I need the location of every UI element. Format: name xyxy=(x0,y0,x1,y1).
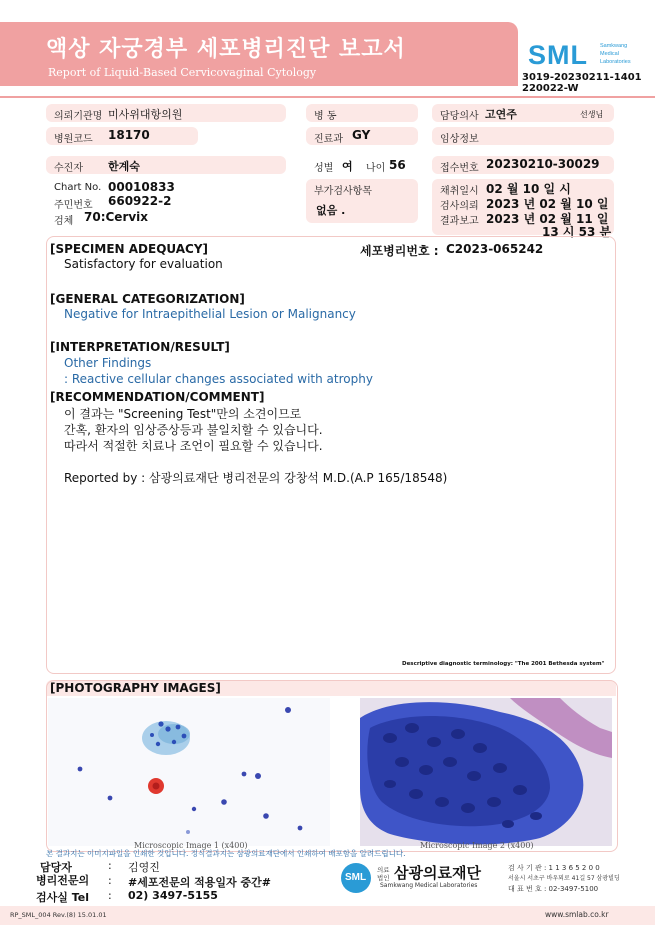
institution-label: 의뢰기관명 xyxy=(54,111,103,122)
cytology-no-value: C2023-065242 xyxy=(446,242,544,256)
terminology-note: Descriptive diagnostic terminology: "The 2001 Bethesda system" xyxy=(402,661,605,667)
recommendation-title: [RECOMMENDATION/COMMENT] xyxy=(50,390,265,404)
doctor-suffix: 선생님 xyxy=(580,110,604,119)
cytology-no-label: 세포병리번호 : xyxy=(360,244,439,258)
interpretation-line-1: Other Findings xyxy=(64,356,152,370)
receipt-label: 접수번호 xyxy=(440,163,479,174)
print-notice: 본 결과지는 이미지파일을 인쇄한 것입니다. 정식결과지는 삼광의료재단에서 인쇄하여 배포함을 알려드립니다. xyxy=(46,849,406,858)
logo-sub-line: Laboratories xyxy=(600,59,631,65)
chart-no-label: Chart No. xyxy=(54,182,102,193)
microscopic-image-1-graphic xyxy=(48,698,330,846)
sml-logo-text: SML xyxy=(528,40,588,70)
website-link[interactable]: www.smlab.co.kr xyxy=(545,910,609,919)
microscopic-image-2-graphic xyxy=(360,698,612,846)
foundation-small-line: 의료 xyxy=(377,866,390,874)
lab-tel-label: 검사실 Tel xyxy=(36,891,89,904)
additional-tests-label: 부가검사항목 xyxy=(314,186,372,197)
pathologist-value: #세포전문의 적용일자 중간# xyxy=(128,876,271,889)
logo-sub-line: Medical xyxy=(600,51,619,57)
foundation-en: Samkwang Medical Laboratories xyxy=(380,882,478,889)
age-label: 나이 xyxy=(366,163,386,174)
sml-logo xyxy=(528,40,588,71)
collect-value: 02 월 10 일 시 xyxy=(486,182,571,196)
sex-value: 여 xyxy=(342,160,353,173)
address: 서울시 서초구 바우뫼로 41길 57 삼광빌딩 xyxy=(508,875,620,882)
microscopic-image-2 xyxy=(360,698,612,846)
doctor-label: 담당의사 xyxy=(440,111,479,122)
resident-no-label: 주민번호 xyxy=(54,200,93,211)
age-value: 56 xyxy=(389,158,406,172)
foundation-small-line: 법인 xyxy=(377,874,390,882)
chart-no-value: 00010833 xyxy=(108,180,175,194)
report-subtitle: Report of Liquid-Based Cervicovaginal Cytology xyxy=(48,66,317,79)
dept-label: 진료과 xyxy=(314,134,343,145)
reported-by: Reported by : 삼광의료재단 병리전문의 강창석 M.D.(A.P 165/18548) xyxy=(64,471,448,485)
specimen-value: 70:Cervix xyxy=(84,210,149,224)
report-code-1: 3019-20230211-1401 xyxy=(522,72,642,83)
image-1-caption: Microscopic Image 1 (x400) xyxy=(134,841,248,850)
image-2-caption: Microscopic Image 2 (x400) xyxy=(420,841,534,850)
sml-logo-subtext xyxy=(600,42,650,66)
interpretation-line-2: : Reactive cellular changes associated with atrophy xyxy=(64,372,373,386)
lab-tel-colon: : xyxy=(108,889,112,902)
patient-label: 수진자 xyxy=(54,163,83,174)
doctor-value: 고연주 xyxy=(485,108,517,121)
report-value: 2023 년 02 월 11 일 xyxy=(486,212,609,226)
lab-tel-value: 02) 3497-5155 xyxy=(128,889,218,902)
specimen-label: 검체 xyxy=(54,216,74,227)
foundation-small xyxy=(377,866,390,882)
additional-tests-value: 없음 . xyxy=(316,204,346,217)
manager-label: 담당자 xyxy=(40,861,72,874)
general-text: Negative for Intraepithelial Lesion or Malignancy xyxy=(64,307,356,321)
pathologist-label: 병리전문의 xyxy=(36,874,90,887)
pathologist-colon: : xyxy=(108,874,112,887)
foundation-name: 삼광의료재단 xyxy=(394,864,481,882)
request-value: 2023 년 02 월 10 일 xyxy=(486,197,609,211)
photo-title: [PHOTOGRAPHY IMAGES] xyxy=(50,681,221,695)
manager-value: 김영진 xyxy=(128,861,160,874)
general-title: [GENERAL CATEGORIZATION] xyxy=(50,292,245,306)
microscopic-image-1 xyxy=(48,698,330,846)
receipt-value: 20230210-30029 xyxy=(486,157,600,171)
org-code: 검 사 기 관 : 1 1 3 6 5 2 0 0 xyxy=(508,864,600,872)
ward-label: 병 동 xyxy=(314,111,337,122)
logo-sub-line: Samkwang xyxy=(600,43,628,49)
report-label: 결과보고 xyxy=(440,216,479,227)
adequacy-text: Satisfactory for evaluation xyxy=(64,257,223,271)
hospital-code-value: 18170 xyxy=(108,128,150,142)
recommendation-line-3: 따라서 적절한 치료나 조언이 필요할 수 있습니다. xyxy=(64,439,323,453)
recommendation-line-1: 이 결과는 "Screening Test"만의 소견이므로 xyxy=(64,407,302,421)
recommendation-line-2: 간혹, 환자의 임상증상등과 불일치할 수 있습니다. xyxy=(64,423,323,437)
sex-label: 성별 xyxy=(314,163,334,174)
manager-colon: : xyxy=(108,859,112,872)
header-divider xyxy=(0,96,655,98)
interpretation-title: [INTERPRETATION/RESULT] xyxy=(50,340,230,354)
foundation-logo-icon xyxy=(341,863,371,893)
clinical-label: 임상정보 xyxy=(440,134,479,145)
institution-value: 미사위대항의원 xyxy=(108,108,183,121)
report-code-2: 220022-W xyxy=(522,83,579,94)
collect-label: 채취일시 xyxy=(440,186,479,197)
adequacy-title: [SPECIMEN ADEQUACY] xyxy=(50,242,209,256)
resident-no-value: 660922-2 xyxy=(108,194,172,208)
dept-value: GY xyxy=(352,128,371,142)
foundation-logo-text: SML xyxy=(345,872,367,883)
request-label: 검사의뢰 xyxy=(440,201,479,212)
form-code: RP_SML_004 Rev.(8) 15.01.01 xyxy=(10,911,107,919)
patient-value: 한계숙 xyxy=(108,160,140,173)
hospital-code-label: 병원코드 xyxy=(54,134,93,145)
report-time: 13 시 53 분 xyxy=(542,225,612,239)
main-phone: 대 표 번 호 : 02-3497-5100 xyxy=(508,885,599,893)
report-title: 액상 자궁경부 세포병리진단 보고서 xyxy=(46,37,406,62)
